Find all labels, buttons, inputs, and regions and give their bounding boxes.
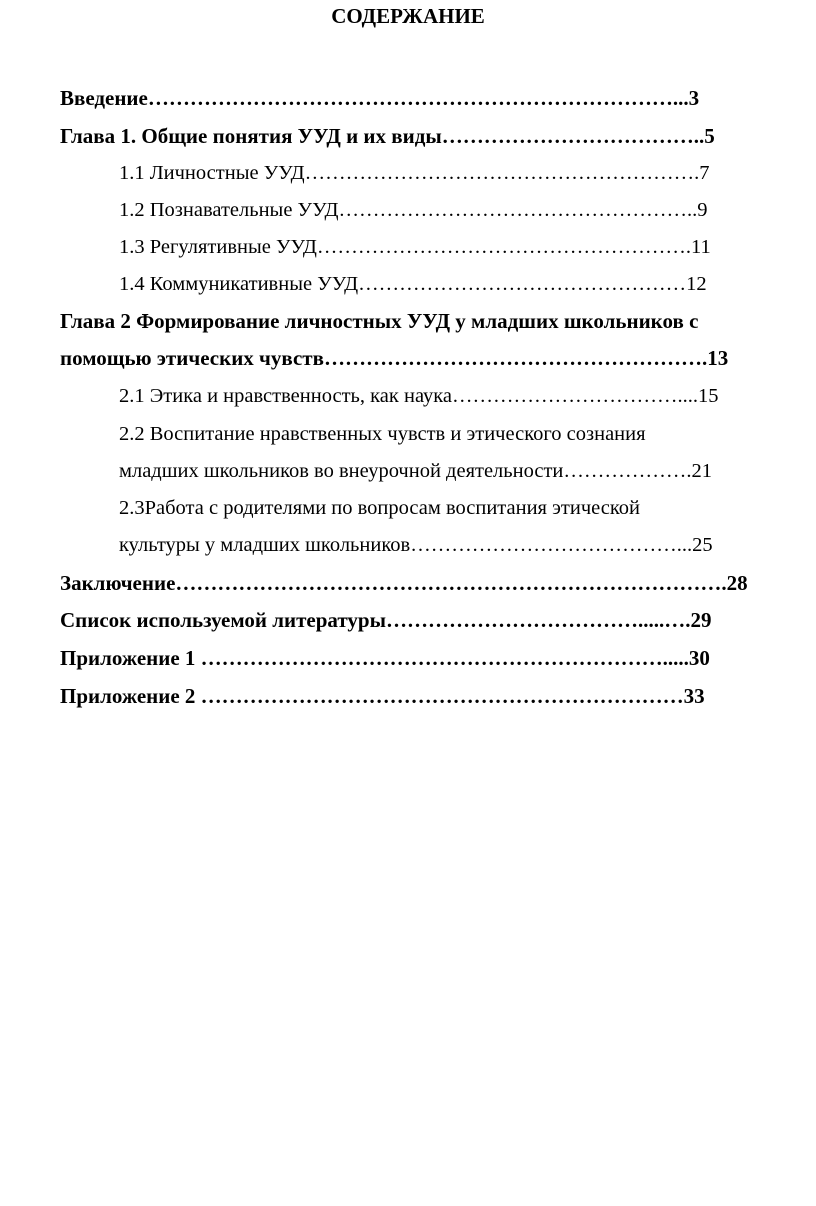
page-title: СОДЕРЖАНИЕ [331,4,485,28]
toc-entry-chapter-1: Глава 1. Общие понятия УУД и их виды………………………………..5 [60,124,715,148]
toc-entry-conclusion: Заключение…………………………………………………………………….28 [60,571,748,595]
toc-entry-section-2-2-line-1: 2.2 Воспитание нравственных чувств и этического сознания [119,423,646,445]
toc-entry-section-2-3-line-1: 2.3Работа с родителями по вопросам воспитания этической [119,497,640,519]
toc-entry-introduction: Введение…………………………………………………………………...3 [60,86,700,110]
toc-entry-section-2-1: 2.1 Этика и нравственность, как наука……………………………....15 [119,385,719,407]
toc-entry-section-1-2: 1.2 Познавательные УУД……………………………………………..9 [119,199,708,221]
toc-entry-appendix-2: Приложение 2 ……………………………………………………………33 [60,684,705,708]
toc-entry-appendix-1: Приложение 1 ………………………………………………………….....30 [60,646,710,670]
toc-entry-references: Список используемой литературы……………………………….....….29 [60,608,712,632]
toc-entry-section-2-3-line-2: культуры у младших школьников…………………………………...25 [119,534,713,556]
toc-entry-section-1-4: 1.4 Коммуникативные УУД…………………………………………12 [119,273,707,295]
toc-entry-section-2-2-line-2: младших школьников во внеурочной деятельности……………….21 [119,460,713,482]
toc-entry-section-1-3: 1.3 Регулятивные УУД……………………………………………….11 [119,236,711,258]
toc-entry-chapter-2-line-2: помощью этических чувств……………………………………………….13 [60,346,729,370]
toc-entry-chapter-2-line-1: Глава 2 Формирование личностных УУД у младших школьников с [60,309,699,333]
toc-entry-section-1-1: 1.1 Личностные УУД………………………………………………….7 [119,162,710,184]
